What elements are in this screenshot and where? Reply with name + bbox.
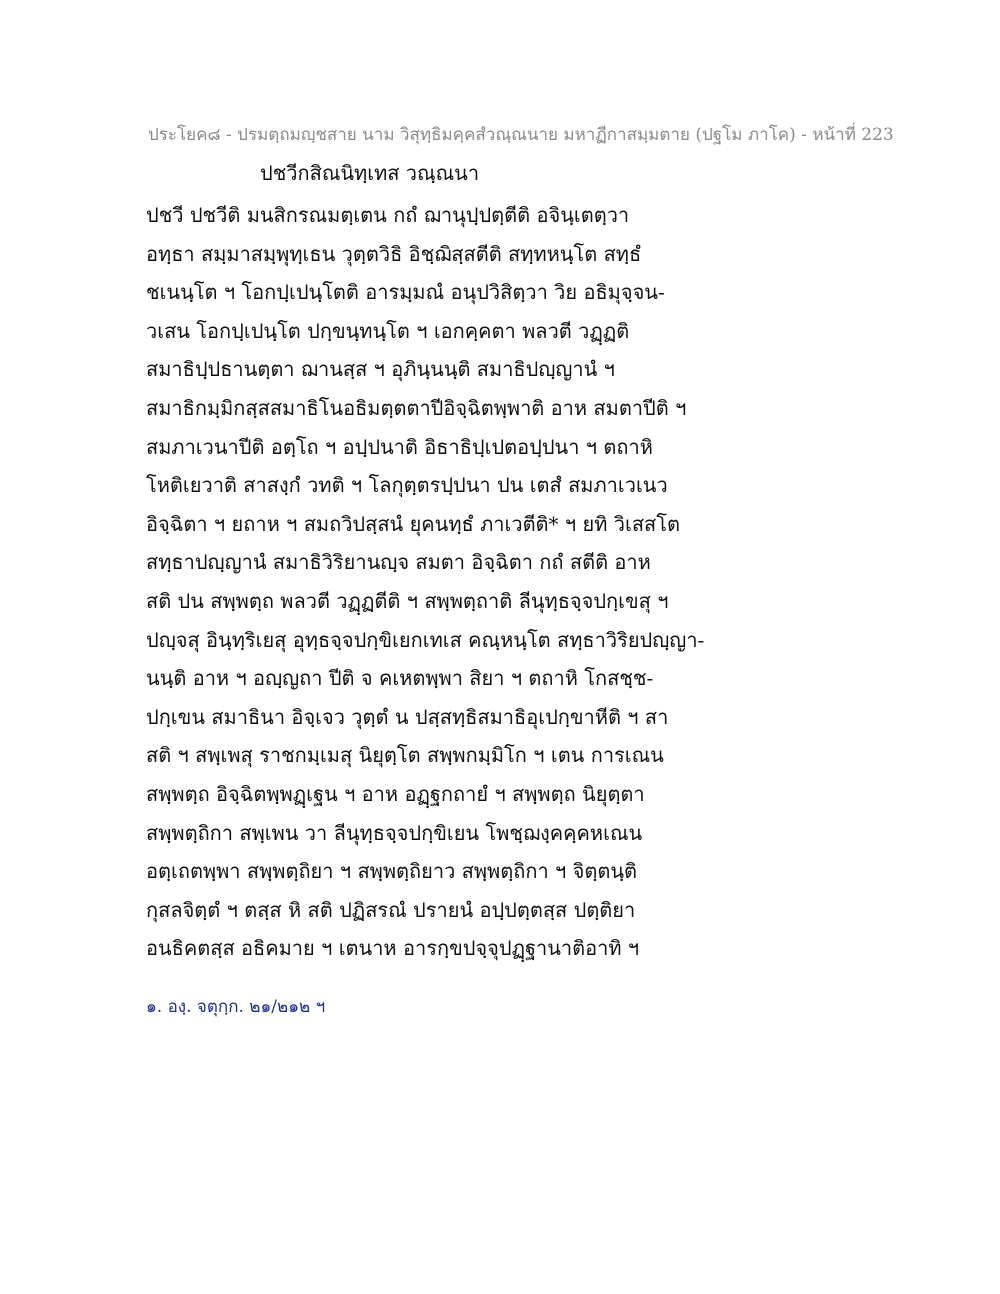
body-line-10: สทฺธาปญฺญานํ สมาธิวิริยานญฺจ สมตา อิจฺฉิตา กถํ สตีติ อาห: [146, 550, 651, 575]
body-text: [146, 200, 866, 972]
body-line-5: สมาธิปฺปธานตฺตา ฌานสฺส ฯ อุภินฺนนฺติ สมาธิปญฺญานํ ฯ: [146, 357, 615, 382]
body-line-8: โหติเยวาติ สาสงฺกํ วทติ ฯ โลกุตฺตรปฺปนา ปน เตสํ สมภาเวเนว: [146, 473, 668, 498]
body-line-4: วเสน โอกปฺเปนฺโต ปกฺขนฺทนฺโต ฯ เอกคฺคตา พลวตี วฏฺฏติ: [146, 318, 630, 343]
body-line-15: สติ ฯ สพฺเพสุ ราชกมฺเมสุ นิยุตฺโต สพฺพกมฺมิโก ฯ เตน การเณน: [146, 743, 664, 768]
body-line-3: ชเนนฺโต ฯ โอกปฺเปนฺโตติ อารมฺมณํ อนุปวิสิตฺวา วิย อธิมุจฺจน-: [146, 280, 665, 305]
body-line-16: สพฺพตฺถ อิจฺฉิตพฺพฏฺเฐน ฯ อาห อฏฺฐกถายํ ฯ สพฺพตฺถ นิยุตฺตา: [146, 781, 645, 806]
running-header: ประโยค๘ - ปรมตฺถมญฺชสาย นาม วิสุทฺธิมคฺคสํวณฺณนาย มหาฏีกาสมฺมตาย (ปฐโม ภาโค) - หน้าที่ 223: [148, 125, 894, 145]
body-line-6: สมาธิกมฺมิกสฺสสมาธิโนอธิมตฺตตาปีอิจฺฉิตพฺพาติ อาห สมตาปีติ ฯ: [146, 395, 687, 420]
body-line-12: ปญฺจสุ อินฺทฺริเยสุ อุทฺธจฺจปกฺขิเยกเทเส คณฺหนฺโต สทฺธาวิริยปญฺญา-: [146, 627, 705, 652]
body-line-14: ปกฺเขน สมาธินา อิจฺเจว วุตฺตํ น ปสฺสทฺธิสมาธิอุเปกฺขาหีติ ฯ สา: [146, 704, 669, 729]
body-line-7: สมภาเวนาปีติ อตฺโถ ฯ อปฺปนาติ อิธาธิปฺเปตอปฺปนา ฯ ตถาหิ: [146, 434, 653, 459]
body-line-11: สติ ปน สพฺพตฺถ พลวตี วฏฺฏตีติ ฯ สพฺพตฺถาติ ลีนุทฺธจฺจปกฺเขสุ ฯ: [146, 588, 669, 613]
body-line-13: นนฺติ อาห ฯ อญฺญถา ปีติ จ คเหตพฺพา สิยา ฯ ตถาหิ โกสชฺช-: [146, 666, 654, 691]
body-line-19: กุสลจิตฺตํ ฯ ตสฺส หิ สติ ปฏิสรณํ ปรายนํ อปฺปตฺตสฺส ปตฺติยา: [146, 897, 636, 922]
body-line-17: สพฺพตฺถิกา สพฺเพน วา ลีนุทฺธจฺจปกฺขิเยน โพชฺฌงฺคคฺคหเณน: [146, 820, 643, 845]
body-line-2: อทฺธา สมฺมาสมฺพุทฺเธน วุตฺตวิธิ อิชฺฌิสฺสตีติ สทฺทหนฺโต สทฺธํ: [146, 241, 642, 266]
body-line-1: ปชวี ปชวีติ มนสิกรณมตฺเตน กถํ ฌานุปฺปตฺตีติ อจินฺเตตฺวา: [146, 203, 630, 227]
body-line-9: อิจฺฉิตา ฯ ยถาห ฯ สมถวิปสฺสนํ ยุคนทฺธํ ภาเวตีติ* ฯ ยทิ วิเสสโต: [146, 511, 680, 536]
body-line-20: อนธิคตสฺส อธิคมาย ฯ เตนาห อารกฺขปจฺจุปฏฺฐานาติอาทิ ฯ: [146, 936, 640, 961]
footnote: ๑. องฺ. จตุกฺก. ๒๑/๒๑๒ ฯ: [146, 997, 326, 1017]
section-title: ปชวีกสิณนิทฺเทส วณฺณนา: [260, 161, 480, 185]
body-line-18: อตฺเถตพฺพา สพฺพตฺถิยา ฯ สพฺพตฺถิยาว สพฺพตฺถิกา ฯ จิตฺตนฺติ: [146, 859, 637, 884]
